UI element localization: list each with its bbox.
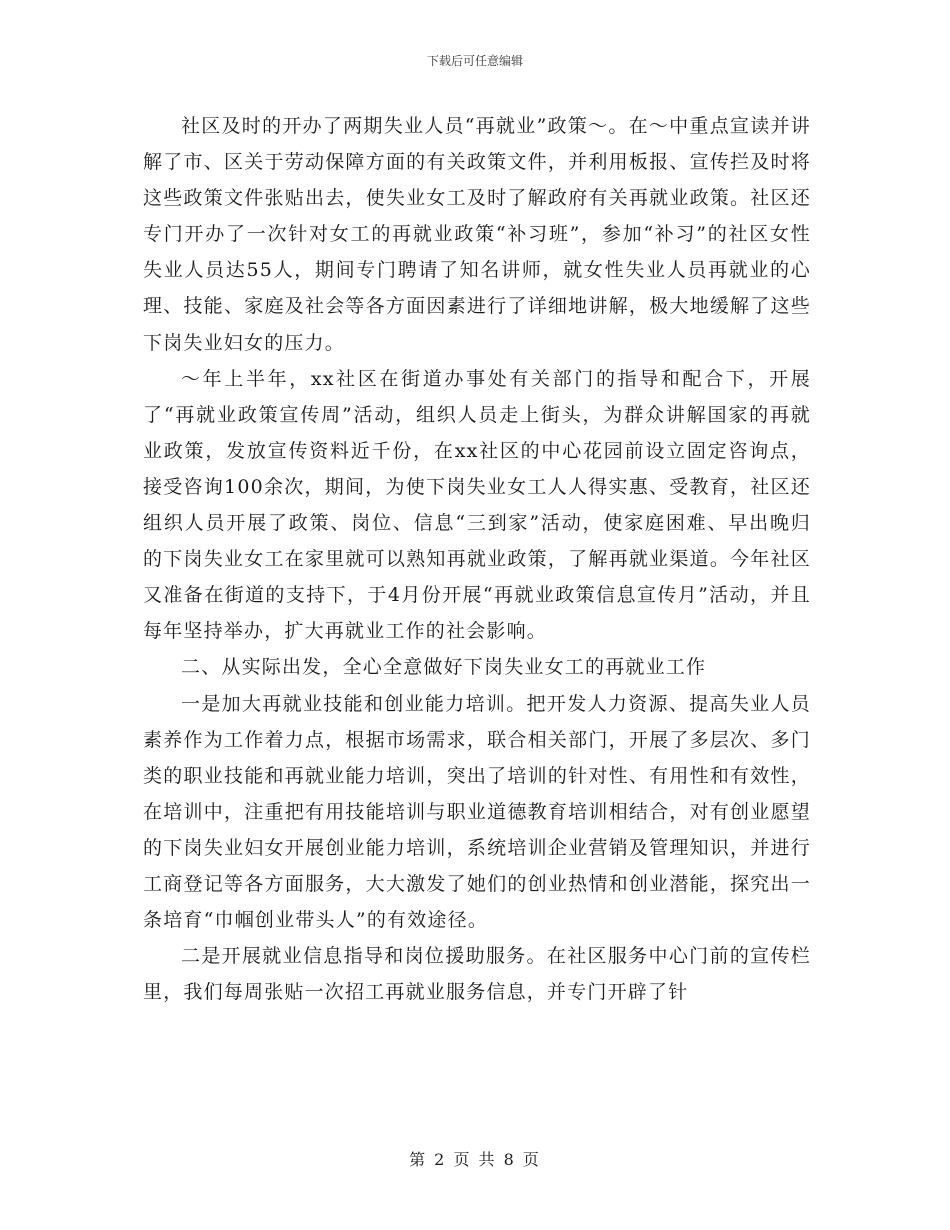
paragraph-4: 二是开展就业信息指导和岗位援助服务。在社区服务中心门前的宣传栏里，我们每周张贴一次招工再就业服务信息，并专门开辟了针 (143, 945, 811, 1004)
paragraph-1: 社区及时的开办了两期失业人员“再就业”政策～。在～中重点宣读并讲解了市、区关于劳动保障方面的有关政策文件，并利用板报、宣传拦及时将这些政策文件张贴出去，使失业女工及时了解政府有关再就业政策。社区还专门开办了一次针对女工的再就业政策“补习班”，参加“补习”的社区女性失业人员达55人，期间专门聘请了知名讲师，就女性失业人员再就业的心理、技能、家庭及社会等各方面因素进行了详细地讲解，极大地缓解了这些下岗失业妇女的压力。 (143, 115, 811, 354)
paragraph-3: 一是加大再就业技能和创业能力培训。把开发人力资源、提高失业人员素养作为工作着力点，根据市场需求，联合相关部门，开展了多层次、多门类的职业技能和再就业能力培训，突出了培训的针对性、有用性和有效性，在培训中，注重把有用技能培训与职业道德教育培训相结合，对有创业愿望的下岗失业妇女开展创业能力培训，系统培训企业营销及管理知识，并进行工商登记等各方面服务，大大激发了她们的创业热情和创业潜能，探究出一条培育“巾帼创业带头人”的有效途径。 (143, 692, 811, 932)
section-heading: 二、从实际出发，全心全意做好下岗失业女工的再就业工作 (181, 656, 707, 679)
page-number: 第 2 页 共 8 页 (409, 1150, 541, 1169)
document-body (143, 108, 811, 1010)
page-header-note: 下载后可任意编辑 (426, 54, 523, 68)
paragraph-2: ～年上半年，xx社区在街道办事处有关部门的指导和配合下，开展了“再就业政策宣传周”活动，组织人员走上街头，为群众讲解国家的再就业政策，发放宣传资料近千份，在xx社区的中心花园前设立固定咨询点，接受咨询100余次，期间，为使下岗失业女工人人得实惠、受教育，社区还组织人员开展了政策、岗位、信息“三到家”活动，使家庭困难、早出晚归的下岗失业女工在家里就可以熟知再就业政策，了解再就业渠道。今年社区又准备在街道的支持下，于4月份开展“再就业政策信息宣传月”活动，并且每年坚持举办，扩大再就业工作的社会影响。 (143, 367, 811, 643)
